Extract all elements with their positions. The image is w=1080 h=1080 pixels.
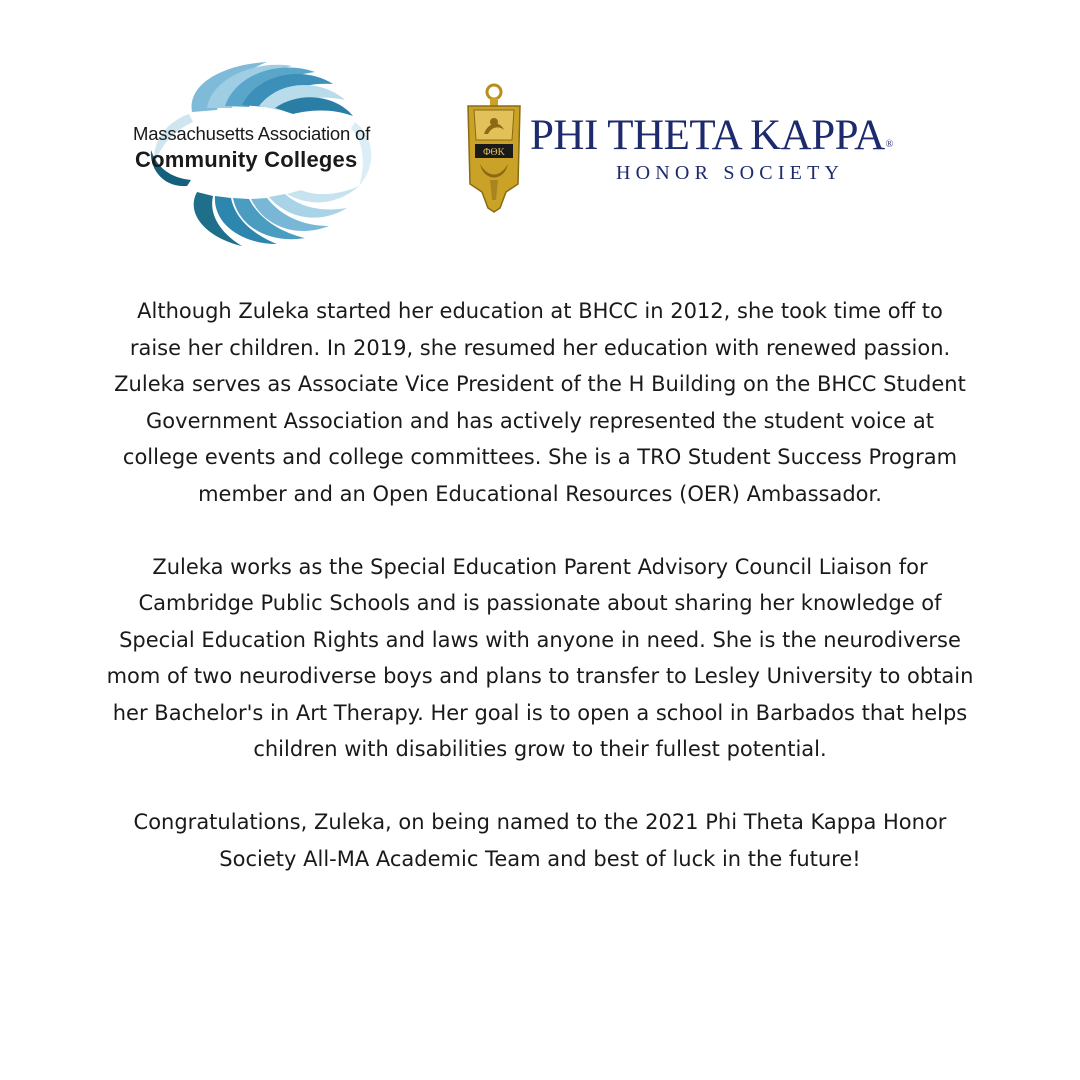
text-line: raise her children. In 2019, she resumed her education with renewed passion. <box>129 335 951 360</box>
macc-name-line2: Community Colleges <box>135 147 358 172</box>
text-line: Zuleka serves as Associate Vice President of the H Building on the BHCC Student <box>114 372 966 396</box>
text-line: children with disabilities grow to their fullest potential. <box>253 737 827 761</box>
macc-name-line1: Massachusetts Association of <box>133 123 371 144</box>
macc-logo <box>112 48 402 248</box>
ptk-registered-mark: ® <box>885 139 893 150</box>
text-line: Congratulations, Zuleka, on being named to the 2021 Phi Theta Kappa Honor <box>133 810 947 834</box>
paragraph-work <box>30 549 1050 768</box>
body-text <box>30 293 1050 914</box>
text-line: her Bachelor's in Art Therapy. Her goal is to open a school in Barbados that helps <box>112 700 968 725</box>
text-line: mom of two neurodiverse boys and plans to transfer to Lesley University to obtain <box>106 664 974 688</box>
ptk-key-icon <box>460 82 528 214</box>
paragraph-background <box>30 293 1050 512</box>
ptk-logo <box>460 82 980 214</box>
text-line: Government Association and has actively represented the student voice at <box>146 408 934 433</box>
paragraph-congratulations <box>30 804 1050 877</box>
text-line: Zuleka works as the Special Education Parent Advisory Council Liaison for <box>152 554 928 579</box>
ptk-subtitle: HONOR SOCIETY <box>616 162 845 184</box>
text-line: member and an Open Educational Resources (OER) Ambassador. <box>198 481 882 506</box>
text-line: Cambridge Public Schools and is passionate about sharing her knowledge of <box>138 591 942 615</box>
text-line: college events and college committees. She is a TRO Student Success Program <box>122 445 958 469</box>
text-line: Although Zuleka started her education at BHCC in 2012, she took time off to <box>137 299 943 323</box>
ptk-name <box>530 114 893 157</box>
ptk-name-text: PHI THETA KAPPA <box>530 112 885 159</box>
text-line: Special Education Rights and laws with anyone in need. She is the neurodiverse <box>119 627 961 652</box>
ptk-key-letters: ΦΘΚ <box>483 147 505 158</box>
text-line: Society All-MA Academic Team and best of luck in the future! <box>219 846 861 871</box>
